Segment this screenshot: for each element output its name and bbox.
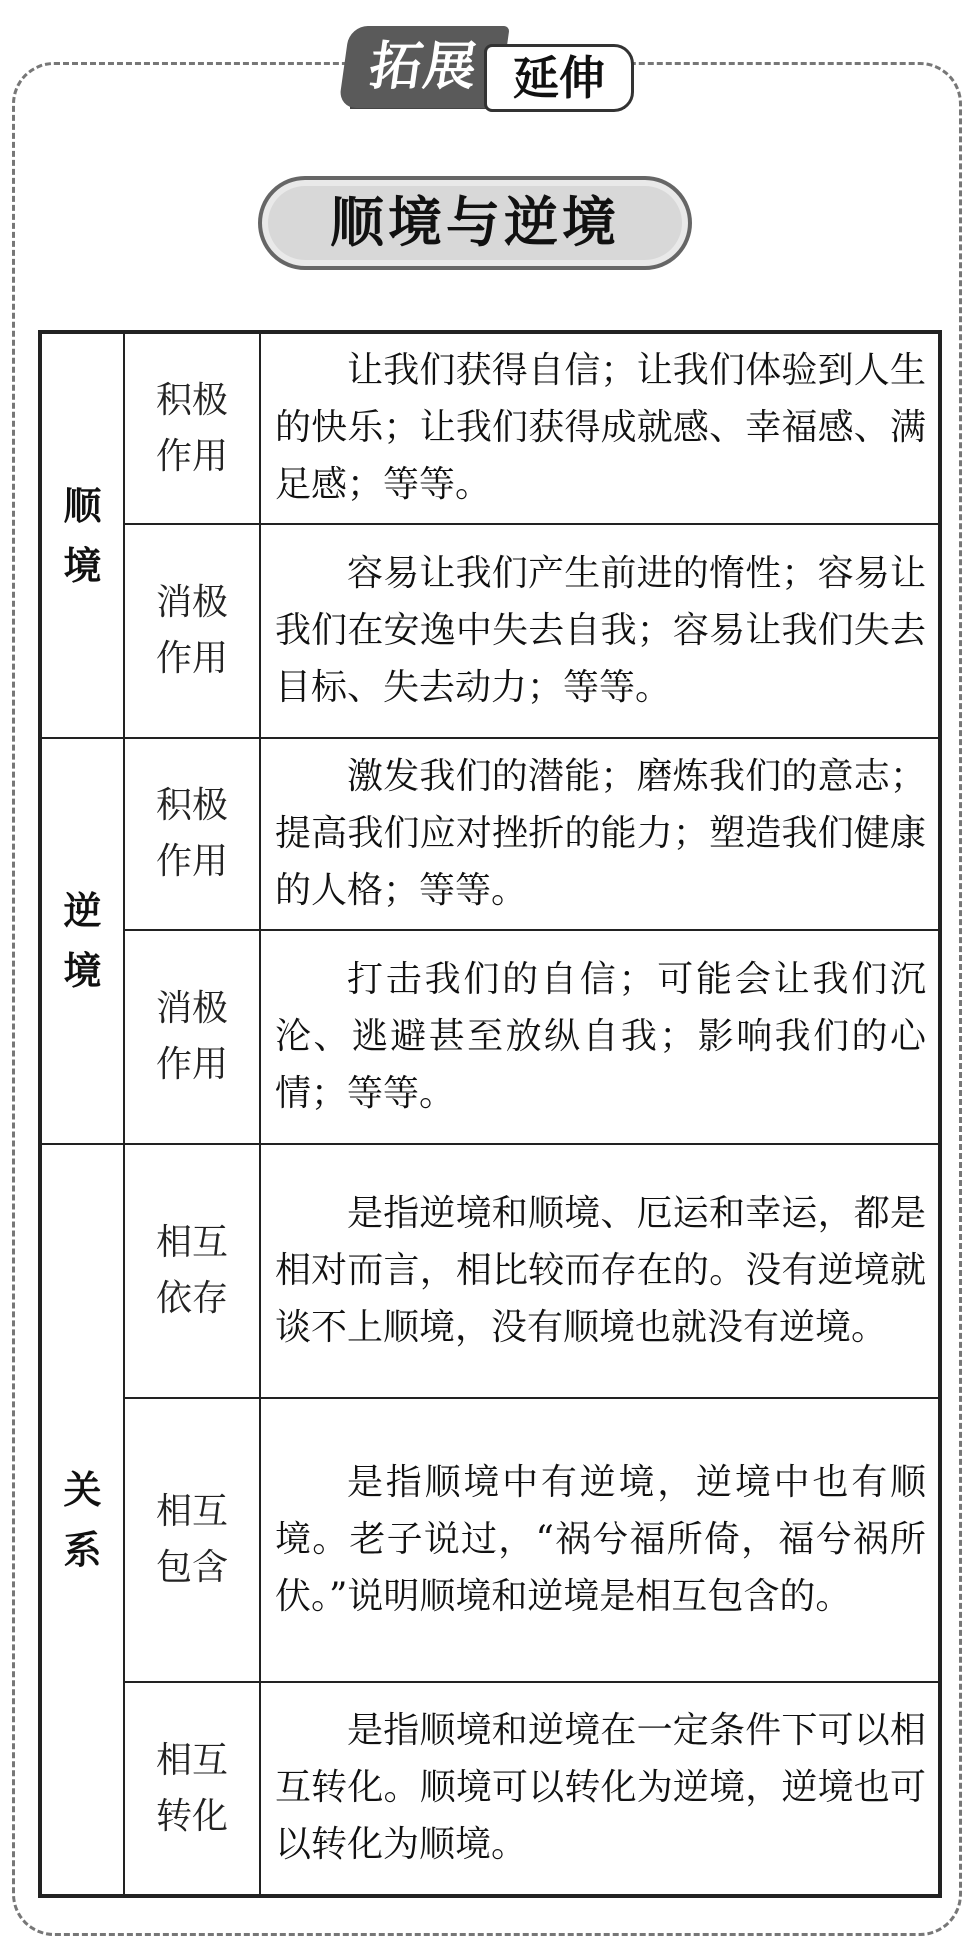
- description-cell: 容易让我们产生前进的惰性；容易让我们在安逸中失去自我；容易让我们失去目标、失去动力；等等。: [260, 524, 940, 738]
- table-row: [40, 332, 940, 524]
- subcategory-label: 相互 依存: [155, 1222, 228, 1319]
- description-cell: 是指顺境中有逆境，逆境中也有顺境。老子说过，“祸兮福所倚，福兮祸所伏。”说明顺境和逆境是相互包含的。: [260, 1398, 940, 1682]
- description-cell: 激发我们的潜能；磨炼我们的意志；提高我们应对挫折的能力；塑造我们健康的人格；等等。: [260, 738, 940, 930]
- description-cell: 打击我们的自信；可能会让我们沉沦、逃避甚至放纵自我；影响我们的心情；等等。: [260, 930, 940, 1144]
- table-row: [40, 930, 940, 1144]
- subcategory-label: 积极 作用: [155, 379, 228, 477]
- description-cell: 是指顺境和逆境在一定条件下可以相互转化。顺境可以转化为逆境，逆境也可以转化为顺境。: [260, 1682, 940, 1896]
- comparison-table: [38, 330, 942, 1898]
- subcategory-cell: [124, 1144, 260, 1398]
- table-row: [40, 524, 940, 738]
- category-label: 关 系: [63, 1467, 102, 1572]
- subcategory-label: 积极 作用: [155, 785, 228, 882]
- category-cell: [40, 1144, 124, 1896]
- subcategory-cell: [124, 930, 260, 1144]
- subcategory-label: 相互 转化: [155, 1739, 228, 1837]
- subcategory-cell: [124, 1682, 260, 1896]
- subcategory-cell: [124, 332, 260, 524]
- page-title: 顺境与逆境: [258, 176, 692, 270]
- category-label: 顺 境: [63, 483, 102, 588]
- banner-tag-stretch: 延伸: [484, 44, 634, 112]
- subcategory-label: 消极 作用: [155, 582, 228, 679]
- table-row: [40, 1398, 940, 1682]
- description-cell: 让我们获得自信；让我们体验到人生的快乐；让我们获得成就感、幸福感、满足感；等等。: [260, 332, 940, 524]
- category-cell: [40, 738, 124, 1144]
- description-cell: 是指逆境和顺境、厄运和幸运，都是相对而言，相比较而存在的。没有逆境就谈不上顺境，没有顺境也就没有逆境。: [260, 1144, 940, 1398]
- subcategory-cell: [124, 524, 260, 738]
- banner-tag-extend: 拓展: [338, 26, 510, 108]
- subcategory-label: 消极 作用: [155, 988, 228, 1085]
- subcategory-cell: [124, 738, 260, 930]
- category-label: 逆 境: [63, 889, 102, 993]
- table-row: [40, 738, 940, 930]
- table-row: [40, 1682, 940, 1896]
- subcategory-cell: [124, 1398, 260, 1682]
- table-row: [40, 1144, 940, 1398]
- subcategory-label: 相互 包含: [155, 1491, 228, 1588]
- category-cell: [40, 332, 124, 738]
